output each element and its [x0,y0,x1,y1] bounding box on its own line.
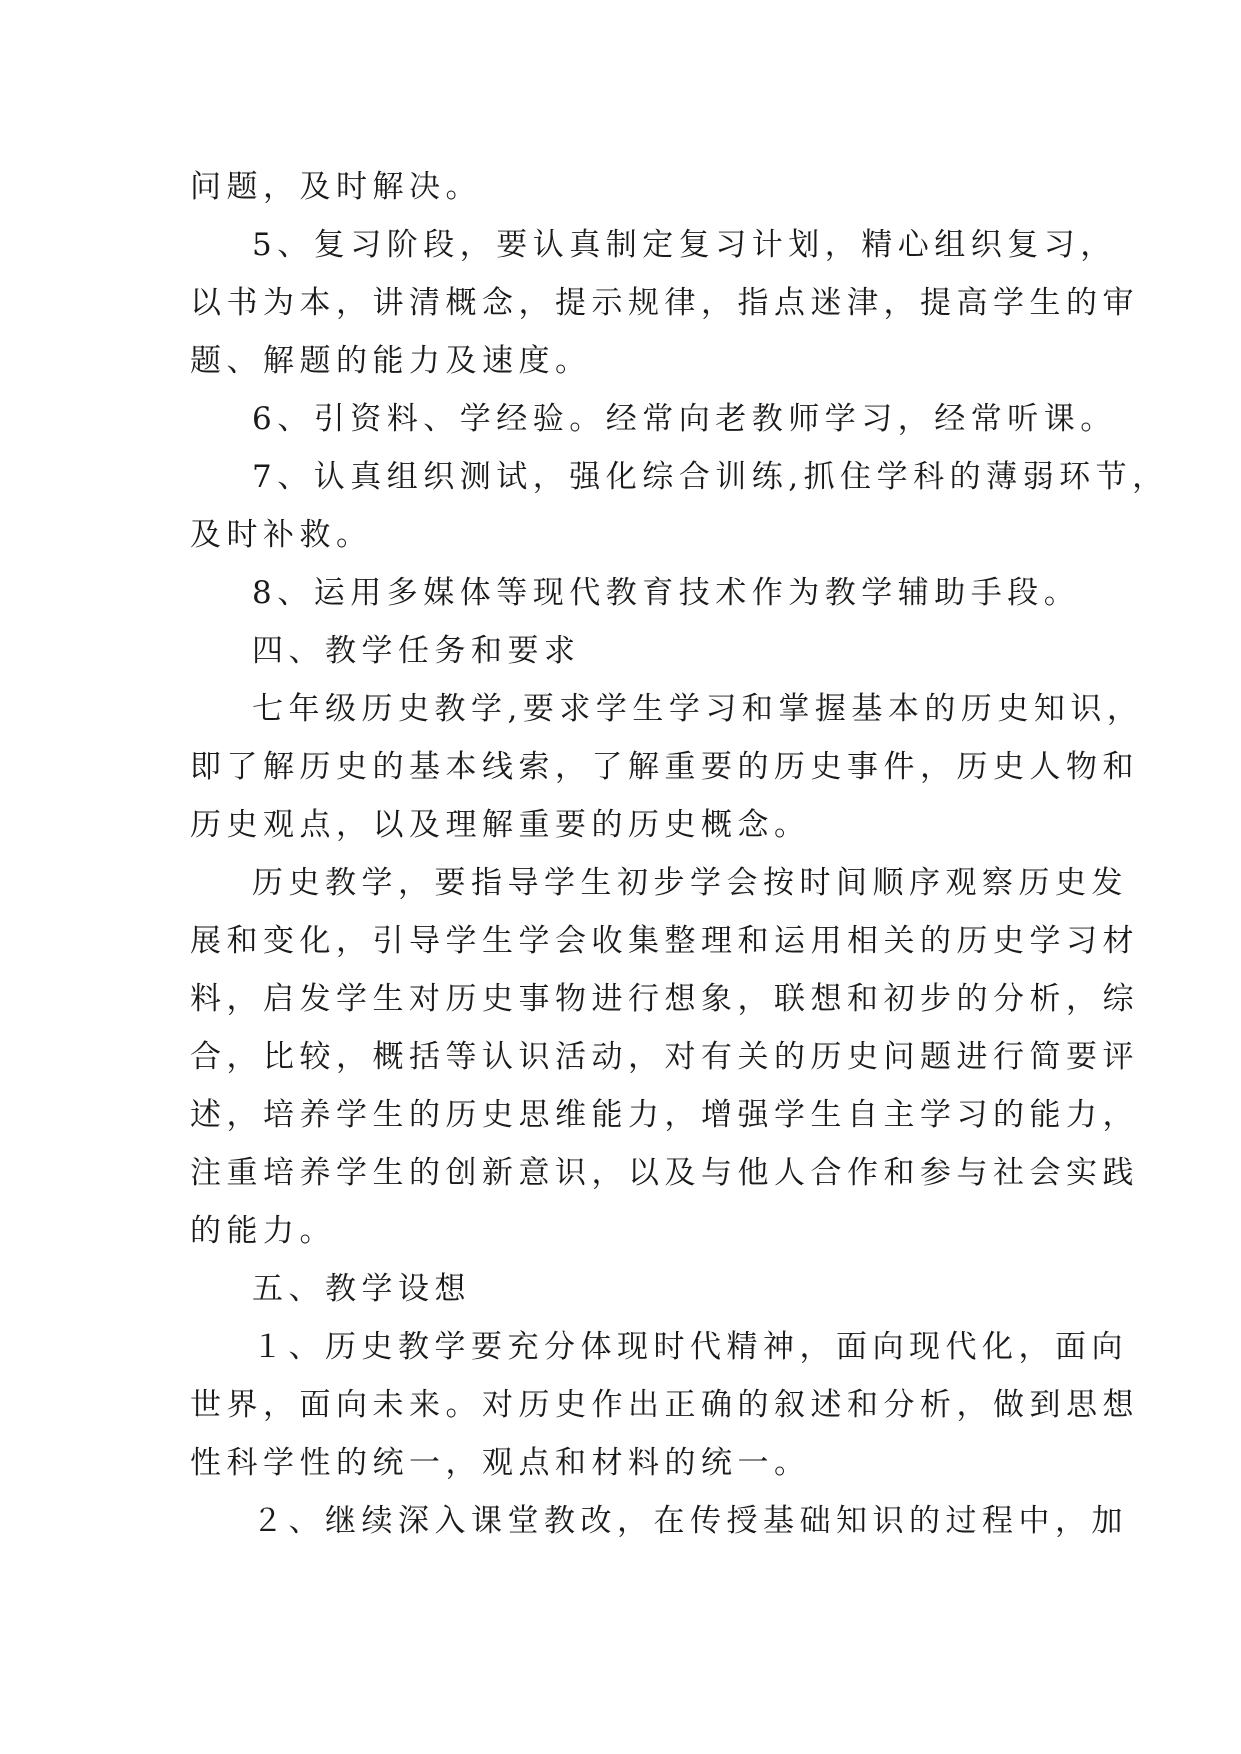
text-line-4: 题、解题的能力及速度。 [190,343,592,379]
text-line-5: 6、引资料、学经验。经常向老教师学习，经常听课。 [252,401,1117,437]
text-line-12: 历史观点，以及理解重要的历史概念。 [190,807,811,843]
text-line-22: 世界，面向未来。对历史作出正确的叙述和分析，做到思想 [190,1387,1139,1423]
text-line-16: 合，比较，概括等认识活动，对有关的历史问题进行简要评 [190,1039,1139,1075]
text-line-13: 历史教学，要指导学生初步学会按时间顺序观察历史发 [252,865,1128,901]
text-line-8: 8、运用多媒体等现代教育技术作为教学辅助手段。 [252,575,1081,611]
section-heading-4: 四、教学任务和要求 [252,633,581,669]
text-line-7: 及时补救。 [190,517,373,553]
text-line-17: 述，培养学生的历史思维能力，增强学生自主学习的能力， [190,1097,1139,1133]
text-line-19: 的能力。 [190,1213,336,1249]
text-line-18: 注重培养学生的创新意识，以及与他人合作和参与社会实践 [190,1155,1139,1191]
text-line-15: 料，启发学生对历史事物进行想象，联想和初步的分析，综 [190,981,1139,1017]
section-heading-5: 五、教学设想 [252,1271,471,1307]
text-line-23: 性科学性的统一，观点和材料的统一。 [190,1445,811,1481]
text-line-6: 7、认真组织测试，强化综合训练,抓住学科的薄弱环节， [252,459,1169,495]
text-line-2: 5、复习阶段，要认真制定复习计划，精心组织复习， [252,227,1117,263]
text-line-1: 问题，及时解决。 [190,169,482,205]
text-line-3: 以书为本，讲清概念，提示规律，指点迷津，提高学生的审 [190,285,1139,321]
text-line-11: 即了解历史的基本线索，了解重要的历史事件，历史人物和 [190,749,1139,785]
text-line-10: 七年级历史教学,要求学生学习和掌握基本的历史知识， [252,691,1144,727]
text-line-14: 展和变化，引导学生学会收集整理和运用相关的历史学习材 [190,923,1139,959]
text-line-21: １、历史教学要充分体现时代精神，面向现代化，面向 [252,1329,1128,1365]
text-line-24: ２、继续深入课堂教改，在传授基础知识的过程中，加 [252,1503,1128,1539]
